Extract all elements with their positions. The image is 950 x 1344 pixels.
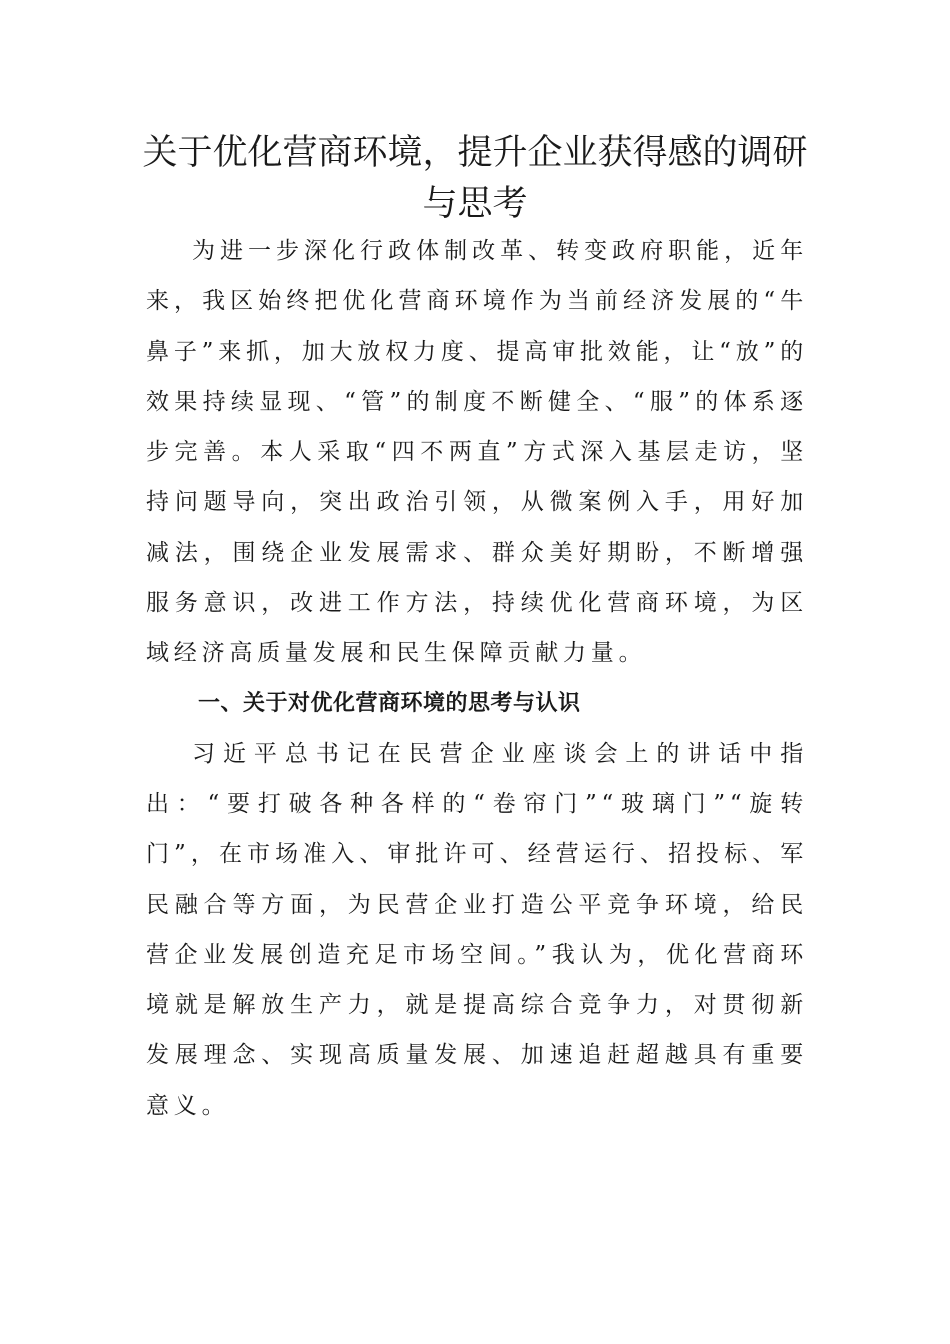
document-body xyxy=(146,226,808,1131)
section-paragraph: 习近平总书记在民营企业座谈会上的讲话中指出：“要打破各种各样的“卷帘门”“玻璃门”“旋转门”，在市场准入、审批许可、经营运行、招投标、军民融合等方面，为民营企业打造公平竞争环境，给民营企业发展创造充足市场空间。”我认为，优化营商环境就是解放生产力，就是提高综合竞争力，对贯彻新发展理念、实现高质量发展、加速追赶超越具有重要意义。 xyxy=(146,740,808,1119)
intro-paragraph: 为进一步深化行政体制改革、转变政府职能，近年来，我区始终把优化营商环境作为当前经济发展的“牛鼻子”来抓，加大放权力度、提高审批效能，让“放”的效果持续显现、“管”的制度不断健全、“服”的体系逐步完善。本人采取“四不两直”方式深入基层走访，坚持问题导向，突出政治引领，从微案例入手，用好加减法，围绕企业发展需求、群众美好期盼，不断增强服务意识，改进工作方法，持续优化营商环境，为区域经济高质量发展和民生保障贡献力量。 xyxy=(146,238,808,667)
document-title: 关于优化营商环境，提升企业获得感的调研与思考 xyxy=(142,133,808,224)
section-heading: 一、关于对优化营商环境的思考与认识 xyxy=(198,690,581,716)
